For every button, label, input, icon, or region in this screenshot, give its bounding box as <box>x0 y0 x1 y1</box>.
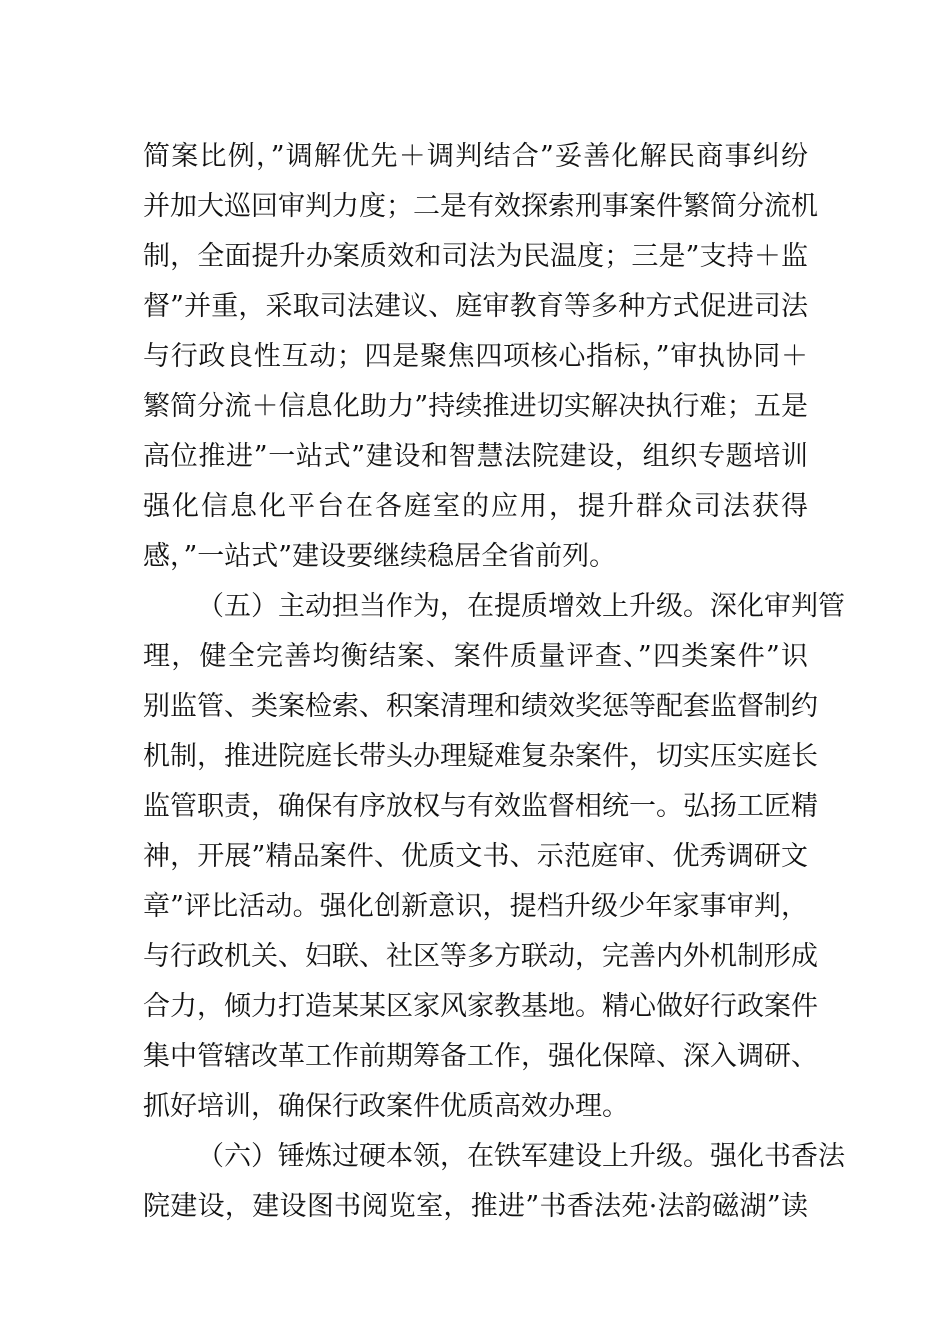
text-line: 集中管辖改革工作前期筹备工作，强化保障、深入调研、 <box>143 1041 818 1072</box>
text-line: 抓好培训，确保行政案件优质高效办理。 <box>143 1091 629 1122</box>
text-line: 与行政机关、妇联、社区等多方联动，完善内外机制形成 <box>143 941 818 972</box>
text-line: 别监管、类案检索、积案清理和绩效奖惩等配套监督制约 <box>143 691 818 722</box>
text-line: 监管职责，确保有序放权与有效监督相统一。弘扬工匠精 <box>143 791 818 822</box>
paragraph-heading-line: （六）锤炼过硬本领，在铁军建设上升级。强化书香法 <box>197 1141 845 1172</box>
text-line: 强化信息化平台在各庭室的应用，提升群众司法获得 <box>143 491 808 522</box>
paragraph-heading-line: （五）主动担当作为，在提质增效上升级。深化审判管 <box>197 591 845 622</box>
text-line: 高位推进”一站式”建设和智慧法院建设，组织专题培训 <box>143 441 808 472</box>
text-line: 理，健全完善均衡结案、案件质量评查、”四类案件”识 <box>143 641 808 672</box>
text-line: 院建设，建设图书阅览室，推进”书香法苑·法韵磁湖”读 <box>143 1191 808 1222</box>
text-line: 机制，推进院庭长带头办理疑难复杂案件，切实压实庭长 <box>143 741 818 772</box>
text-line: 神，开展”精品案件、优质文书、示范庭审、优秀调研文 <box>143 841 808 872</box>
text-line: 简案比例，”调解优先＋调判结合”妥善化解民商事纠纷 <box>143 141 808 172</box>
text-line: 制，全面提升办案质效和司法为民温度；三是”支持＋监 <box>143 241 808 272</box>
text-line: 合力，倾力打造某某区家风家教基地。精心做好行政案件 <box>143 991 818 1022</box>
text-line: 感，”一站式”建设要继续稳居全省前列。 <box>143 541 617 572</box>
text-line: 督”并重，采取司法建议、庭审教育等多种方式促进司法 <box>143 291 808 322</box>
text-line: 章”评比活动。强化创新意识，提档升级少年家事审判， <box>143 891 808 922</box>
text-line: 与行政良性互动；四是聚焦四项核心指标，”审执协同＋ <box>143 341 808 372</box>
text-line: 并加大巡回审判力度；二是有效探索刑事案件繁简分流机 <box>143 191 818 222</box>
text-line: 繁简分流＋信息化助力”持续推进切实解决执行难；五是 <box>143 391 808 422</box>
